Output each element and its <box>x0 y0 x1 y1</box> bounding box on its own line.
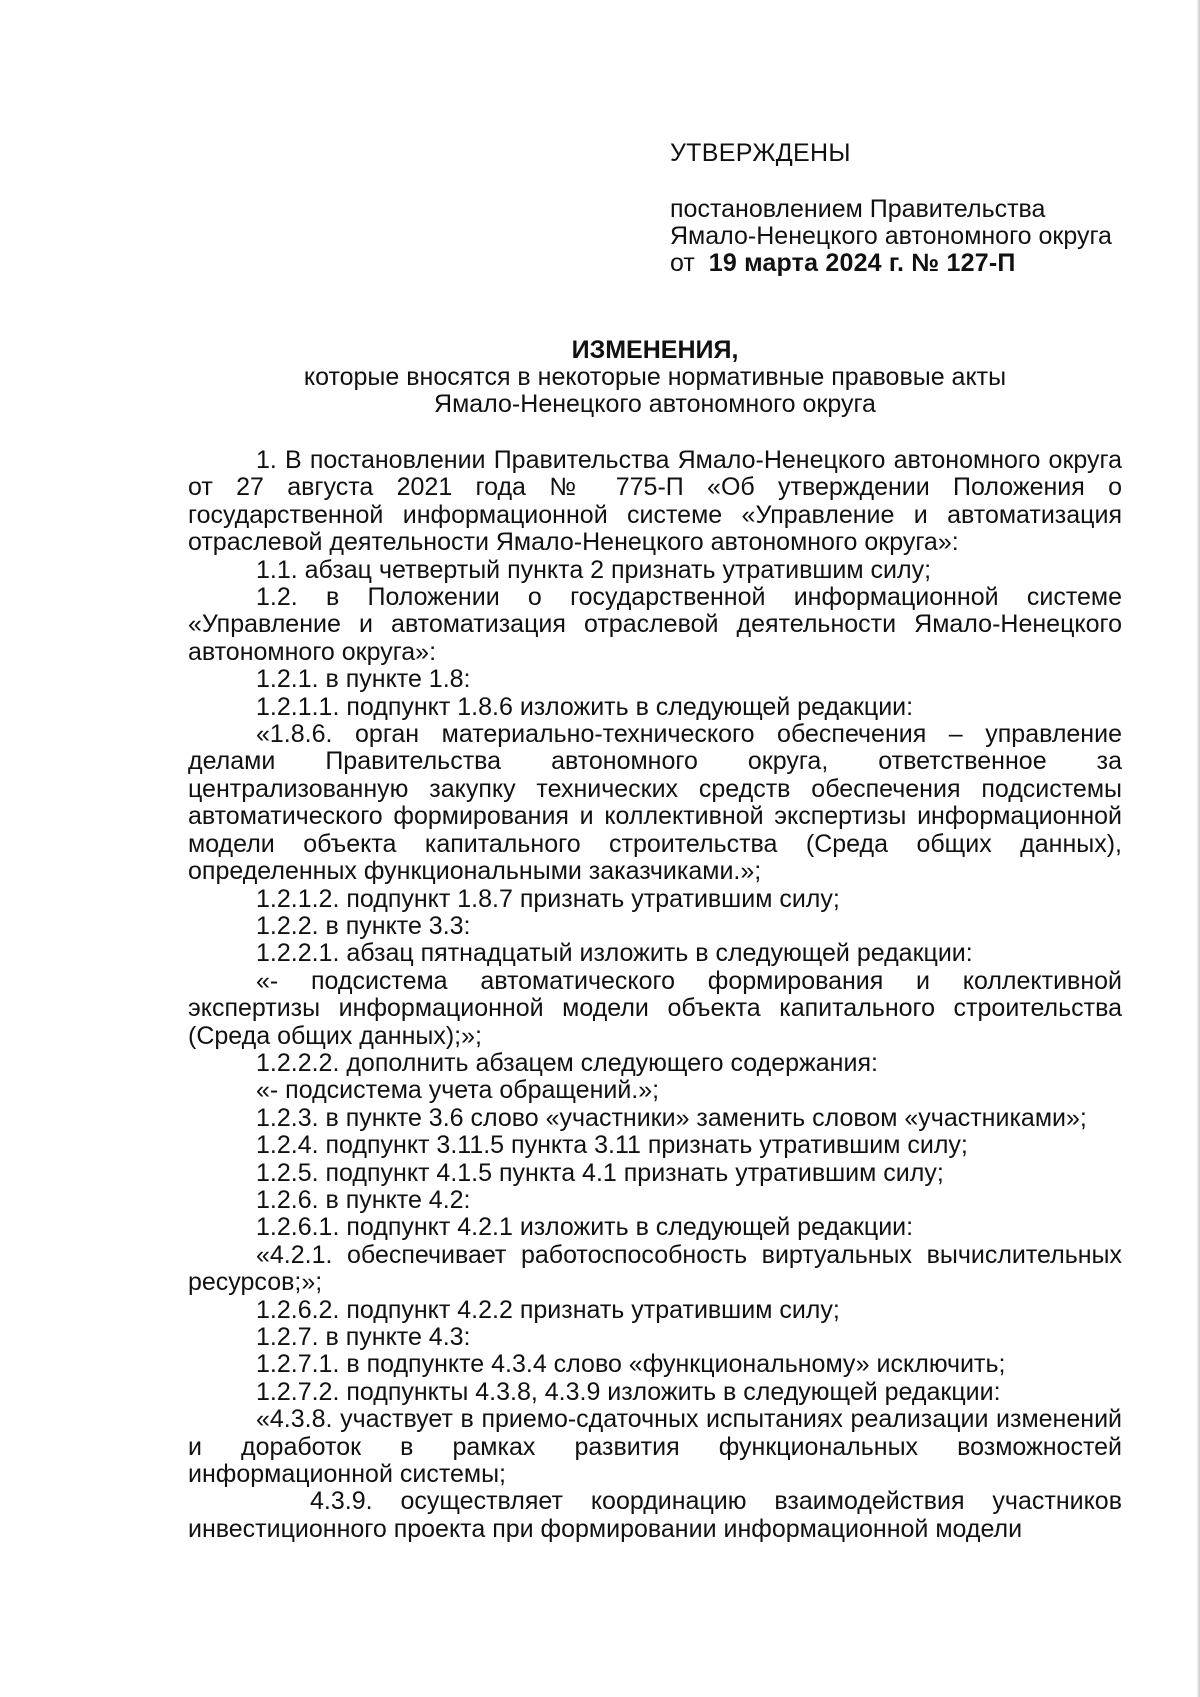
document-heading <box>188 337 1122 418</box>
approval-stamp: УТВЕРЖДЕНЫ <box>670 139 851 167</box>
paragraph: «1.8.6. орган материально-технического обеспечения – управление делами Правительства автономного округа, ответственное за централизованную закупку технических средств обеспечения подсистемы автоматического формирования и коллективной экспертизы информационной модели объекта капитального строительства (Среда общих данных), определенных функциональными заказчиками.»; <box>188 720 1122 886</box>
approval-line-2: Ямало-Ненецкого автономного округа <box>670 222 1112 250</box>
paragraph: 1.2.7. в пункте 4.3: <box>256 1323 471 1351</box>
paragraph: 4.3.9. осуществляет координацию взаимодействия участников инвестиционного проекта при формировании информационной модели <box>188 1487 1122 1543</box>
paragraph: 1.2.2.2. дополнить абзацем следующего содержания: <box>256 1048 878 1077</box>
paragraph: 1.2.5. подпункт 4.1.5 пункта 4.1 признать утратившим силу; <box>256 1158 944 1187</box>
paragraph: 1.2. в Положении о государственной информационной системе «Управление и автоматизация отраслевой деятельности Ямало-Ненецкого автономного округа»: <box>188 583 1122 666</box>
approval-date-number: 19 марта 2024 г. № 127-П <box>708 249 1016 277</box>
paragraph: 1.2.6.2. подпункт 4.2.2 признать утратившим силу; <box>256 1295 840 1324</box>
document-subtitle-line-1: которые вносятся в некоторые нормативные правовые акты <box>303 363 1007 391</box>
paragraph: 1.2.1. в пункте 1.8: <box>256 665 471 694</box>
paragraph: 1.2.4. подпункт 3.11.5 пункта 3.11 признать утратившим силу; <box>256 1131 968 1160</box>
approval-date-prefix: от <box>670 249 695 277</box>
paragraph: «4.3.8. участвует в приемо-сдаточных испытаниях реализации изменений и доработок в рамках развития функциональных возможностей информационной системы; <box>188 1405 1122 1489</box>
paragraph: 1.2.2.1. абзац пятнадцатый изложить в следующей редакции: <box>256 939 973 968</box>
paragraph: «4.2.1. обеспечивает работоспособность виртуальных вычислительных ресурсов;»; <box>188 1240 1122 1297</box>
paragraph: 1.2.6. в пункте 4.2: <box>256 1185 471 1214</box>
paragraph: «- подсистема учета обращений.»; <box>256 1076 660 1105</box>
paragraph: 1.2.7.1. в подпункте 4.3.4 слово «функциональному» исключить; <box>256 1350 1006 1379</box>
paragraph: 1.2.1.2. подпункт 1.8.7 признать утратившим силу; <box>256 884 840 913</box>
approval-block <box>670 140 1112 277</box>
paragraph: «- подсистема автоматического формирования и коллективной экспертизы информационной модели объекта капитального строительства (Среда общих данных);»; <box>188 966 1122 1050</box>
paragraph: 1.2.6.1. подпункт 4.2.1 изложить в следующей редакции: <box>256 1213 914 1242</box>
paragraph: 1.1. абзац четвертый пункта 2 признать утратившим силу; <box>256 555 932 584</box>
approval-line-1: постановлением Правительства <box>670 195 1046 223</box>
document-body <box>188 447 1122 1543</box>
paragraph: 1.2.2. в пункте 3.3: <box>256 911 471 940</box>
paragraph: 1.2.3. в пункте 3.6 слово «участники» заменить словом «участниками»; <box>256 1103 1087 1132</box>
paragraph: 1.2.1.1. подпункт 1.8.6 изложить в следующей редакции: <box>256 692 914 721</box>
approval-date-line <box>670 250 1112 277</box>
document-title: ИЗМЕНЕНИЯ, <box>571 336 739 364</box>
document-subtitle-line-2: Ямало-Ненецкого автономного округа <box>434 390 876 418</box>
paragraph: 1.2.7.2. подпункты 4.3.8, 4.3.9 изложить в следующей редакции: <box>256 1377 1001 1406</box>
paragraph: 1. В постановлении Правительства Ямало-Ненецкого автономного округа от 27 августа 2021 года № 775-П «Об утверждении Положения о государственной информационной системе «Управление и автоматизация отраслевой деятельности Ямало-Ненецкого автономного округа»: <box>188 446 1122 557</box>
